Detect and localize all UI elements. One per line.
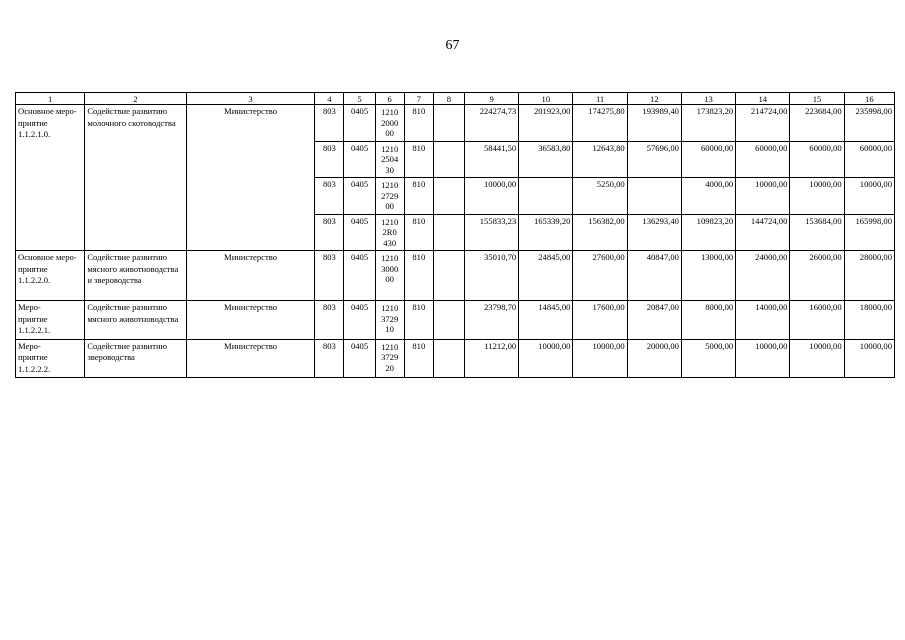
cell-col-8 [433, 105, 464, 142]
cell-col-9: 35010,70 [465, 251, 519, 301]
measure-name-cell: Содействие развитию мясного животноводства и звероводства [85, 251, 186, 301]
cell-col-12: 40847,00 [627, 251, 681, 301]
table-row [16, 105, 895, 142]
cell-col-7: 810 [404, 339, 433, 378]
cell-col-12: 193989,40 [627, 105, 681, 142]
cell-col-13: 13000,00 [681, 251, 735, 301]
cell-col-11: 156382,00 [573, 214, 627, 251]
cell-col-10: 14845,00 [519, 301, 573, 340]
cell-col-9: 58441,50 [465, 141, 519, 178]
cell-col-15: 10000,00 [790, 178, 844, 215]
cell-col-10: 10000,00 [519, 339, 573, 378]
cell-col-16: 18000,00 [844, 301, 894, 340]
table-row [16, 339, 895, 378]
cell-col-5: 0405 [344, 214, 375, 251]
cell-col-5: 0405 [344, 105, 375, 142]
column-header-13: 13 [681, 93, 735, 105]
cell-col-16: 235998,00 [844, 105, 894, 142]
cell-col-13: 109823,20 [681, 214, 735, 251]
cell-col-12: 20000,00 [627, 339, 681, 378]
cell-col-8 [433, 214, 464, 251]
measure-code-cell: Меро- приятие 1.1.2.2.1. [16, 301, 85, 340]
column-header-11: 11 [573, 93, 627, 105]
cell-col-8 [433, 141, 464, 178]
column-header-8: 8 [433, 93, 464, 105]
cell-col-6: 1210 2000 00 [375, 105, 404, 142]
column-header-2: 2 [85, 93, 186, 105]
cell-col-15: 153684,00 [790, 214, 844, 251]
cell-col-10: 165339,20 [519, 214, 573, 251]
measure-code-cell: Основное меро- приятие 1.1.2.2.0. [16, 251, 85, 301]
cell-col-8 [433, 301, 464, 340]
cell-col-11: 174275,80 [573, 105, 627, 142]
measure-name-cell: Содействие развитию молочного скотоводства [85, 105, 186, 251]
cell-col-14: 10000,00 [736, 339, 790, 378]
column-header-5: 5 [344, 93, 375, 105]
cell-col-9: 155833,23 [465, 214, 519, 251]
cell-col-12: 136293,40 [627, 214, 681, 251]
column-header-4: 4 [315, 93, 344, 105]
cell-col-9: 224274,73 [465, 105, 519, 142]
cell-col-11: 12643,80 [573, 141, 627, 178]
responsible-org-cell: Министерство [186, 251, 315, 301]
cell-col-16: 10000,00 [844, 178, 894, 215]
cell-col-9: 11212,00 [465, 339, 519, 378]
cell-col-11: 27600,00 [573, 251, 627, 301]
cell-col-10: 36583,80 [519, 141, 573, 178]
cell-col-10: 24845,00 [519, 251, 573, 301]
column-header-3: 3 [186, 93, 315, 105]
cell-col-14: 144724,00 [736, 214, 790, 251]
cell-col-4: 803 [315, 141, 344, 178]
measure-name-cell: Содействие развитию мясного животноводства [85, 301, 186, 340]
cell-col-4: 803 [315, 105, 344, 142]
cell-col-11: 10000,00 [573, 339, 627, 378]
table-row [16, 301, 895, 340]
cell-col-8 [433, 251, 464, 301]
cell-col-6: 1210 3000 00 [375, 251, 404, 301]
cell-col-14: 10000,00 [736, 178, 790, 215]
cell-col-6: 1210 2729 00 [375, 178, 404, 215]
cell-col-5: 0405 [344, 251, 375, 301]
cell-col-7: 810 [404, 301, 433, 340]
cell-col-16: 28000,00 [844, 251, 894, 301]
column-header-16: 16 [844, 93, 894, 105]
cell-col-4: 803 [315, 339, 344, 378]
cell-col-14: 24000,00 [736, 251, 790, 301]
cell-col-8 [433, 178, 464, 215]
cell-col-13: 4000,00 [681, 178, 735, 215]
measure-name-cell: Содействие развитию звероводства [85, 339, 186, 378]
cell-col-6: 1210 3729 10 [375, 301, 404, 340]
header-row [16, 93, 895, 105]
measure-code-cell: Основное меро- приятие 1.1.2.1.0. [16, 105, 85, 251]
column-header-12: 12 [627, 93, 681, 105]
cell-col-16: 165998,00 [844, 214, 894, 251]
cell-col-7: 810 [404, 105, 433, 142]
cell-col-11: 5250,00 [573, 178, 627, 215]
cell-col-10 [519, 178, 573, 215]
cell-col-7: 810 [404, 214, 433, 251]
column-header-6: 6 [375, 93, 404, 105]
cell-col-6: 1210 2R0 430 [375, 214, 404, 251]
cell-col-13: 5000,00 [681, 339, 735, 378]
table-body [16, 105, 895, 378]
cell-col-12: 20847,00 [627, 301, 681, 340]
cell-col-13: 173823,20 [681, 105, 735, 142]
cell-col-8 [433, 339, 464, 378]
column-header-7: 7 [404, 93, 433, 105]
cell-col-15: 10000,00 [790, 339, 844, 378]
cell-col-4: 803 [315, 301, 344, 340]
column-header-15: 15 [790, 93, 844, 105]
cell-col-15: 60000,00 [790, 141, 844, 178]
budget-table [15, 92, 895, 378]
cell-col-16: 10000,00 [844, 339, 894, 378]
cell-col-9: 23798,70 [465, 301, 519, 340]
cell-col-6: 1210 3729 20 [375, 339, 404, 378]
cell-col-5: 0405 [344, 339, 375, 378]
cell-col-7: 810 [404, 251, 433, 301]
column-header-1: 1 [16, 93, 85, 105]
cell-col-7: 810 [404, 141, 433, 178]
cell-col-9: 10000,00 [465, 178, 519, 215]
cell-col-15: 26000,00 [790, 251, 844, 301]
measure-code-cell: Меро- приятие 1.1.2.2.2. [16, 339, 85, 378]
responsible-org-cell: Министерство [186, 105, 315, 251]
cell-col-13: 60000,00 [681, 141, 735, 178]
responsible-org-cell: Министерство [186, 339, 315, 378]
cell-col-5: 0405 [344, 141, 375, 178]
cell-col-12: 57696,00 [627, 141, 681, 178]
cell-col-10: 201923,00 [519, 105, 573, 142]
column-header-10: 10 [519, 93, 573, 105]
cell-col-7: 810 [404, 178, 433, 215]
cell-col-14: 60000,00 [736, 141, 790, 178]
table-row [16, 251, 895, 301]
cell-col-14: 14000,00 [736, 301, 790, 340]
responsible-org-cell: Министерство [186, 301, 315, 340]
cell-col-12 [627, 178, 681, 215]
column-header-9: 9 [465, 93, 519, 105]
cell-col-4: 803 [315, 178, 344, 215]
cell-col-4: 803 [315, 214, 344, 251]
cell-col-4: 803 [315, 251, 344, 301]
cell-col-16: 60000,00 [844, 141, 894, 178]
cell-col-5: 0405 [344, 178, 375, 215]
cell-col-11: 17600,00 [573, 301, 627, 340]
cell-col-15: 16000,00 [790, 301, 844, 340]
cell-col-14: 214724,00 [736, 105, 790, 142]
cell-col-15: 223684,00 [790, 105, 844, 142]
column-header-14: 14 [736, 93, 790, 105]
page-number: 67 [445, 38, 460, 53]
cell-col-13: 8000,00 [681, 301, 735, 340]
cell-col-6: 1210 2504 30 [375, 141, 404, 178]
cell-col-5: 0405 [344, 301, 375, 340]
